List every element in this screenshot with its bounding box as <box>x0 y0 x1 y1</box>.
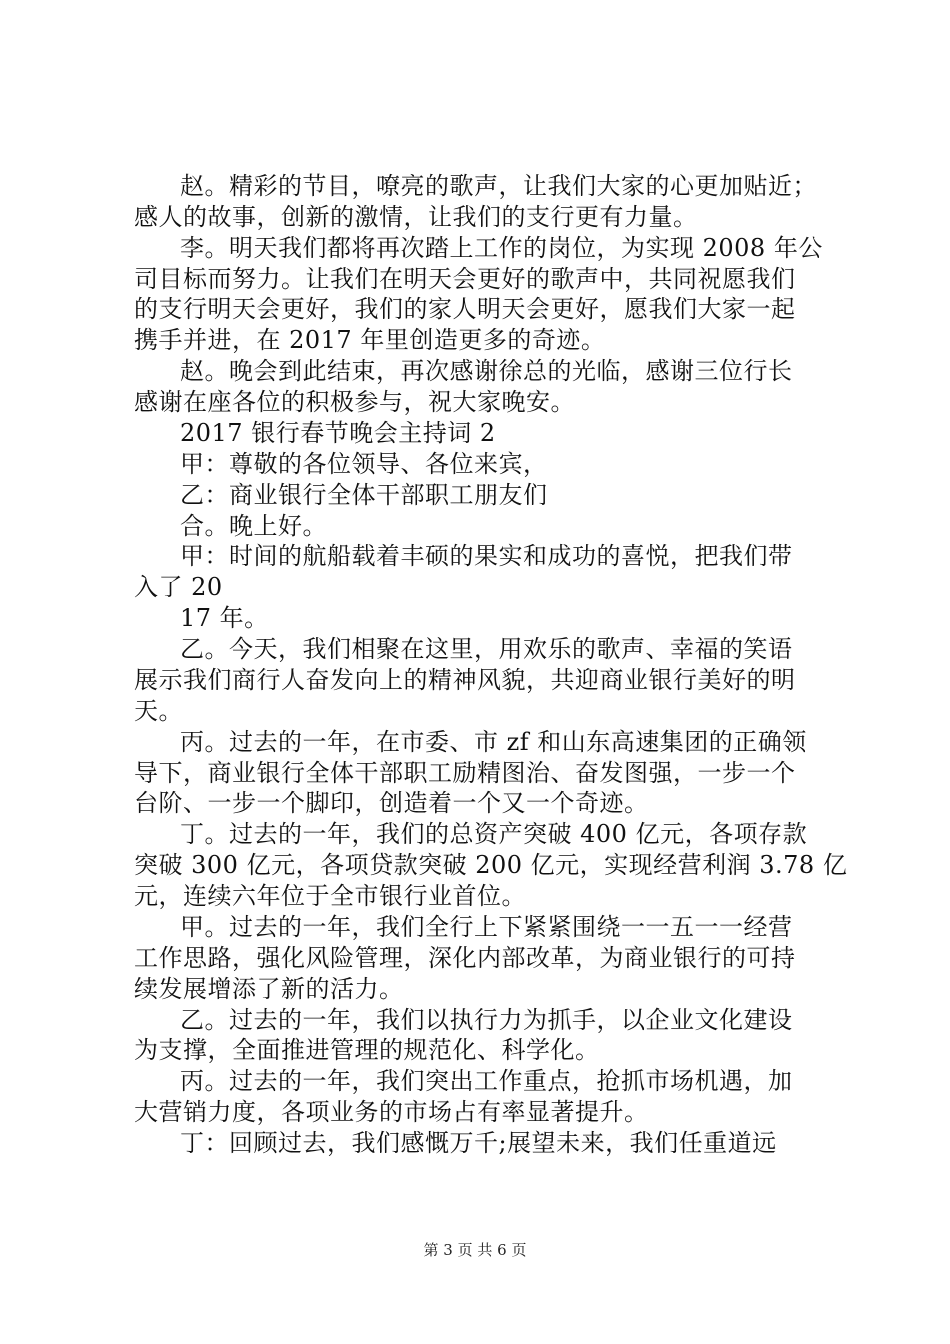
page-footer <box>0 1240 950 1260</box>
text-line: 入了 20 <box>134 573 223 601</box>
text-line: 丁。过去的一年，我们的总资产突破 400 亿元，各项存款 <box>180 820 808 848</box>
text-line: 赵。精彩的节目，嘹亮的歌声，让我们大家的心更加贴近； <box>180 172 817 200</box>
text-line: 司目标而努力。让我们在明天会更好的歌声中，共同祝愿我们 <box>134 265 796 293</box>
text-line: 导下，商业银行全体干部职工励精图治、奋发图强，一步一个 <box>134 759 796 787</box>
text-line: 感谢在座各位的积极参与，祝大家晚安。 <box>134 388 575 416</box>
text-line: 丙。过去的一年，在市委、市 zf 和山东高速集团的正确领 <box>180 728 807 756</box>
text-line: 合。晚上好。 <box>180 512 327 540</box>
text-line: 丁：回顾过去，我们感慨万千;展望未来，我们任重道远 <box>180 1129 777 1157</box>
page-number: 第 3 页 共 6 页 <box>423 1241 527 1259</box>
text-line: 丙。过去的一年，我们突出工作重点，抢抓市场机遇，加 <box>180 1067 793 1095</box>
text-line: 赵。晚会到此结束，再次感谢徐总的光临，感谢三位行长 <box>180 357 793 385</box>
section-heading: 2017 银行春节晚会主持词 2 <box>180 419 496 447</box>
text-line: 携手并进，在 2017 年里创造更多的奇迹。 <box>134 326 606 354</box>
text-line: 甲：时间的航船载着丰硕的果实和成功的喜悦，把我们带 <box>180 542 793 570</box>
text-line: 续发展增添了新的活力。 <box>134 975 404 1003</box>
text-line: 工作思路，强化风险管理，深化内部改革，为商业银行的可持 <box>134 944 796 972</box>
text-line: 天。 <box>134 697 183 725</box>
text-line: 台阶、一步一个脚印，创造着一个又一个奇迹。 <box>134 789 649 817</box>
text-line: 突破 300 亿元，各项贷款突破 200 亿元，实现经营利润 3.78 亿 <box>134 851 848 879</box>
text-line: 乙：商业银行全体干部职工朋友们 <box>180 481 548 509</box>
text-line: 大营销力度，各项业务的市场占有率显著提升。 <box>134 1098 649 1126</box>
text-line: 甲。过去的一年，我们全行上下紧紧围绕一一五一一经营 <box>180 913 793 941</box>
text-line: 元，连续六年位于全市银行业首位。 <box>134 882 526 910</box>
text-line: 17 年。 <box>180 604 269 632</box>
text-line: 感人的故事，创新的激情，让我们的支行更有力量。 <box>134 203 698 231</box>
text-line: 的支行明天会更好，我们的家人明天会更好，愿我们大家一起 <box>134 295 796 323</box>
text-line: 李。明天我们都将再次踏上工作的岗位，为实现 2008 年公 <box>180 234 823 262</box>
text-line: 乙。今天，我们相聚在这里，用欢乐的歌声、幸福的笑语 <box>180 635 793 663</box>
text-line: 为支撑，全面推进管理的规范化、科学化。 <box>134 1036 600 1064</box>
text-line: 乙。过去的一年，我们以执行力为抓手，以企业文化建设 <box>180 1006 793 1034</box>
text-line: 展示我们商行人奋发向上的精神风貌，共迎商业银行美好的明 <box>134 666 796 694</box>
text-line: 甲：尊敬的各位领导、各位来宾， <box>180 450 548 478</box>
